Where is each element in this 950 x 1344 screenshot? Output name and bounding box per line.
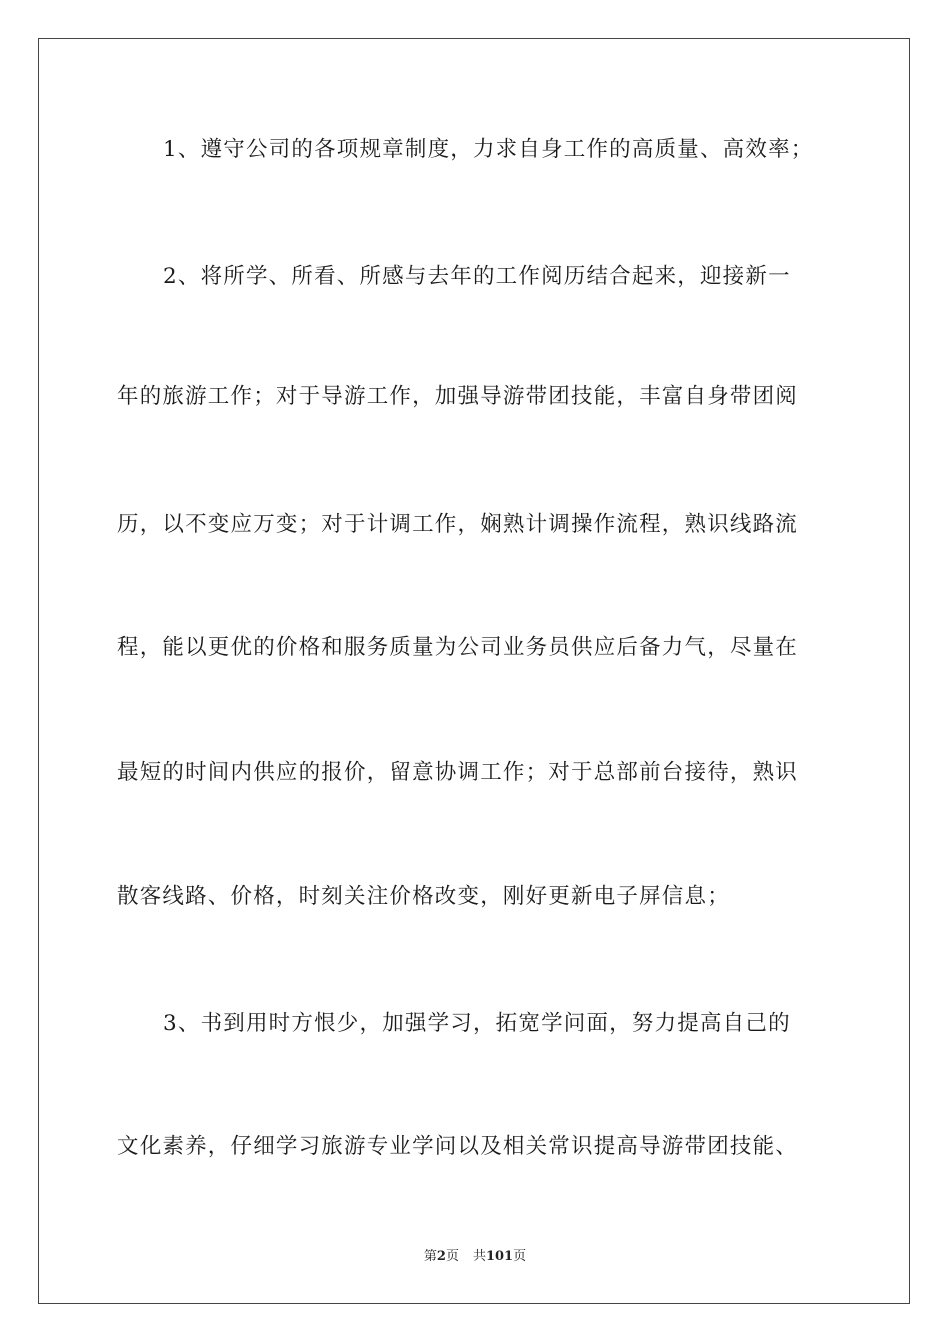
- footer-total-pages: 101: [485, 1249, 514, 1264]
- paragraph-line-4: 历，以不变应万变；对于计调工作，娴熟计调操作流程，熟识线路流: [117, 512, 799, 537]
- paragraph-line-6: 最短的时间内供应的报价，留意协调工作；对于总部前台接待，熟识: [117, 760, 799, 785]
- page-border: [38, 38, 910, 1304]
- paragraph-line-8: 3、书到用时方恨少，加强学习，拓宽学问面，努力提高自己的: [163, 1011, 791, 1036]
- footer-page-number: 2: [436, 1249, 446, 1264]
- page-footer: [0, 1248, 950, 1266]
- paragraph-line-2: 2、将所学、所看、所感与去年的工作阅历结合起来，迎接新一: [163, 264, 791, 289]
- footer-page-prefix: 第: [423, 1249, 437, 1264]
- footer-total-suffix: 页: [513, 1249, 527, 1264]
- paragraph-line-5: 程，能以更优的价格和服务质量为公司业务员供应后备力气，尽量在: [117, 635, 799, 660]
- paragraph-line-7: 散客线路、价格，时刻关注价格改变，刚好更新电子屏信息；: [117, 884, 730, 909]
- paragraph-line-3: 年的旅游工作；对于导游工作，加强导游带团技能，丰富自身带团阅: [117, 384, 799, 409]
- paragraph-line-1: 1、遵守公司的各项规章制度，力求自身工作的高质量、高效率；: [163, 137, 814, 162]
- paragraph-line-9: 文化素养，仔细学习旅游专业学问以及相关常识提高导游带团技能、: [117, 1134, 799, 1159]
- footer-page-suffix: 页: [445, 1249, 459, 1264]
- footer-total-prefix: 共: [472, 1249, 486, 1264]
